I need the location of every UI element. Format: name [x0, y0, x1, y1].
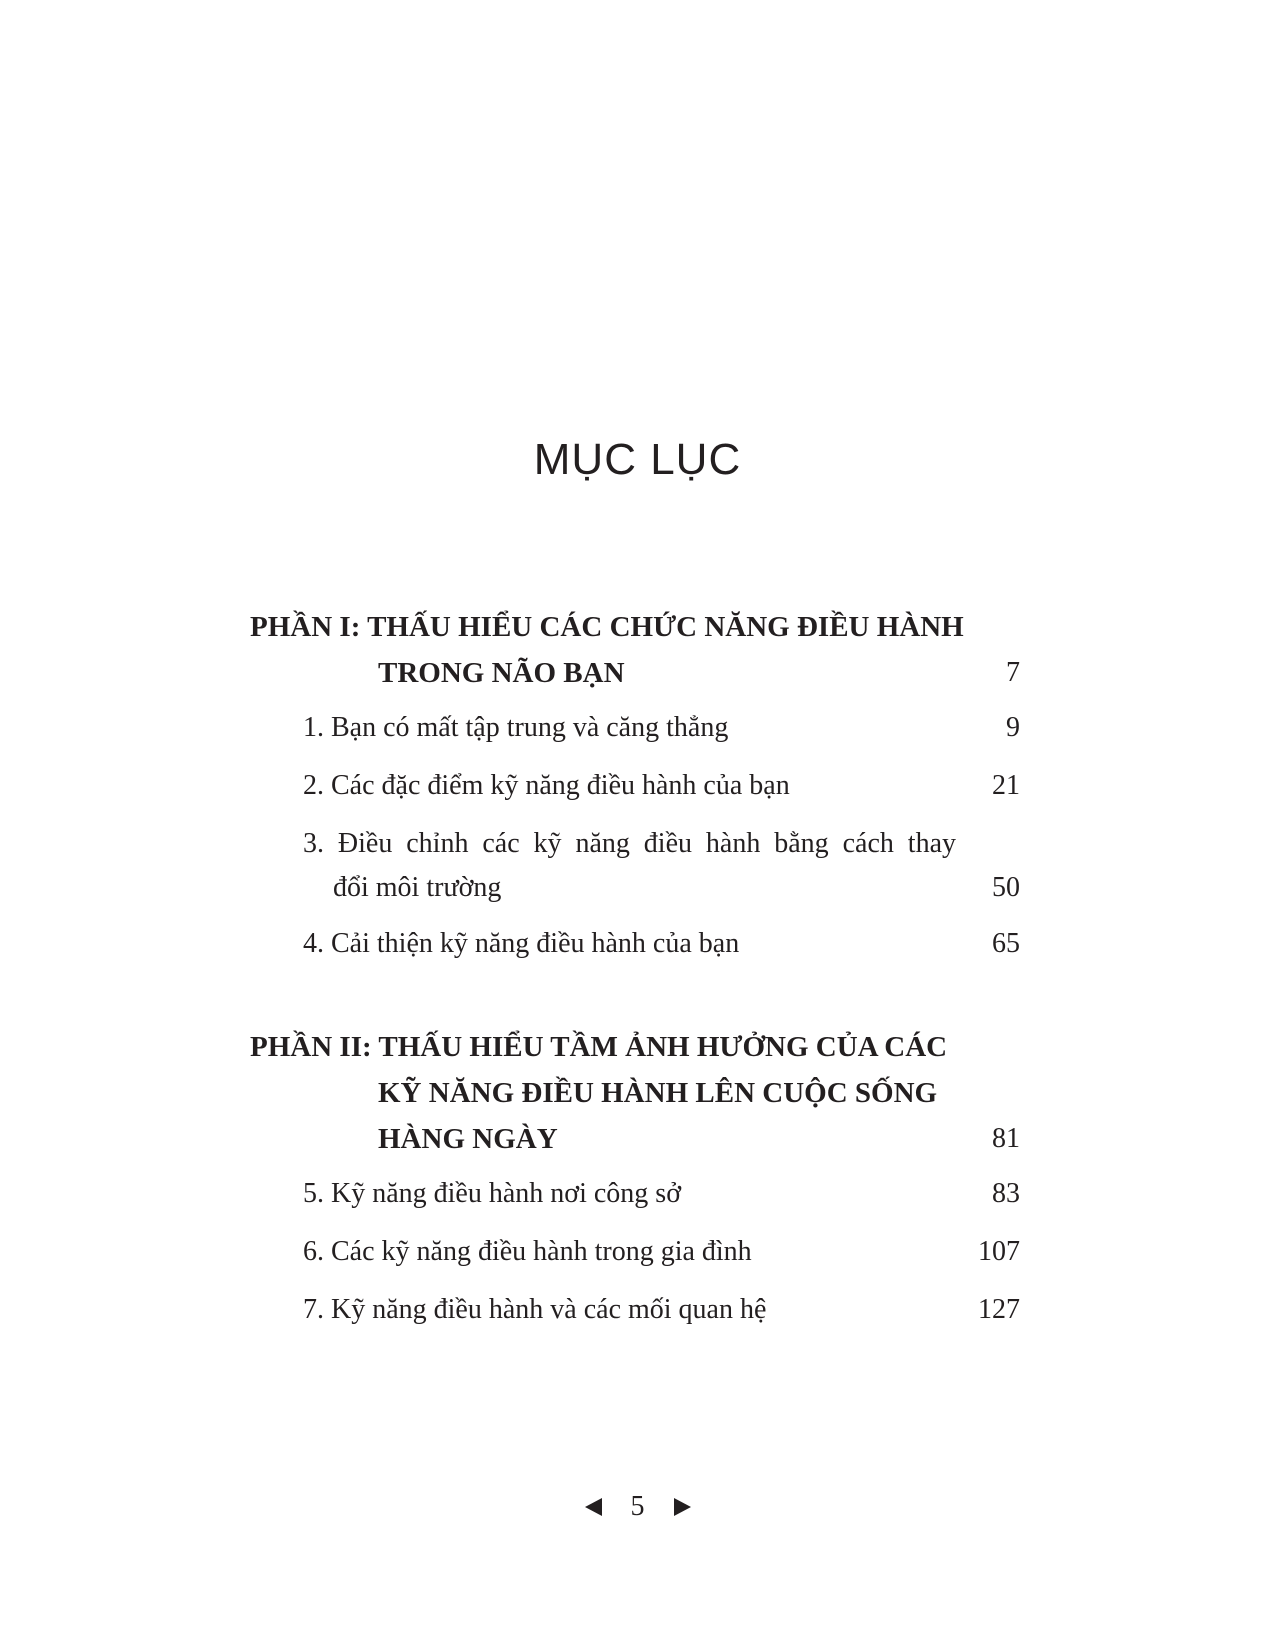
- chapter-4-line: [303, 922, 1020, 966]
- chapter-1-line: [303, 706, 1020, 750]
- toc-chapter-5[interactable]: [303, 1172, 1020, 1216]
- toc-part-1[interactable]: [250, 604, 1020, 696]
- chapter-3-page-number: 50: [992, 872, 1020, 903]
- chapter-4-title: 4. Cải thiện kỹ năng điều hành của bạn: [303, 928, 740, 959]
- chapter-7-title: 7. Kỹ năng điều hành và các mối quan hệ: [303, 1294, 767, 1325]
- chapter-3-title-line-2: đổi môi trường: [333, 872, 502, 903]
- part-2-heading-text: HÀNG NGÀY: [378, 1123, 558, 1155]
- part-1-heading-line-2: [250, 650, 1020, 696]
- toc-chapter-6[interactable]: [303, 1230, 1020, 1274]
- toc-chapter-1[interactable]: [303, 706, 1020, 750]
- chapter-6-page-number: 107: [978, 1236, 1020, 1267]
- page-number: 5: [630, 1490, 645, 1522]
- chapter-5-title: 5. Kỹ năng điều hành nơi công sở: [303, 1178, 681, 1209]
- part-1-heading-text: TRONG NÃO BẠN: [378, 657, 625, 689]
- chapter-2-title: 2. Các đặc điểm kỹ năng điều hành của bạn: [303, 770, 790, 801]
- chapter-2-line: [303, 764, 1020, 808]
- triangle-right-icon[interactable]: [674, 1498, 691, 1516]
- toc-chapter-3[interactable]: [303, 822, 1020, 910]
- part-2-heading-line-1: PHẦN II: THẤU HIỂU TẦM ẢNH HƯỞNG CỦA CÁC: [250, 1031, 948, 1063]
- chapter-6-title: 6. Các kỹ năng điều hành trong gia đình: [303, 1236, 752, 1267]
- chapter-3-line-2: [303, 866, 1020, 910]
- chapter-3-title-line-1: 3. Điều chỉnh các kỹ năng điều hành bằng cách thay: [303, 828, 956, 859]
- chapter-6-line: [303, 1230, 1020, 1274]
- chapter-3-line-1: [303, 822, 1020, 866]
- toc-chapter-4[interactable]: [303, 922, 1020, 966]
- page-title: MỤC LỤC: [533, 435, 742, 484]
- toc-part-2[interactable]: [250, 1024, 1020, 1162]
- chapter-7-line: [303, 1288, 1020, 1332]
- chapter-1-page-number: 9: [1006, 712, 1020, 743]
- chapter-2-page-number: 21: [992, 770, 1020, 801]
- chapter-1-title: 1. Bạn có mất tập trung và căng thẳng: [303, 712, 729, 743]
- chapter-7-page-number: 127: [978, 1294, 1020, 1325]
- chapter-4-page-number: 65: [992, 928, 1020, 959]
- chapter-5-page-number: 83: [992, 1178, 1020, 1209]
- chapter-5-line: [303, 1172, 1020, 1216]
- toc-chapter-2[interactable]: [303, 764, 1020, 808]
- toc-chapter-7[interactable]: [303, 1288, 1020, 1332]
- part-1-heading-line-1: PHẦN I: THẤU HIỂU CÁC CHỨC NĂNG ĐIỀU HÀNH: [250, 611, 964, 643]
- part-1-page-number: 7: [1006, 657, 1020, 688]
- triangle-left-icon[interactable]: [585, 1498, 602, 1516]
- part-2-page-number: 81: [992, 1123, 1020, 1154]
- part-2-heading-line-3: [250, 1116, 1020, 1162]
- page-footer: [0, 1488, 1275, 1524]
- part-2-heading-line-2: KỸ NĂNG ĐIỀU HÀNH LÊN CUỘC SỐNG: [378, 1077, 938, 1109]
